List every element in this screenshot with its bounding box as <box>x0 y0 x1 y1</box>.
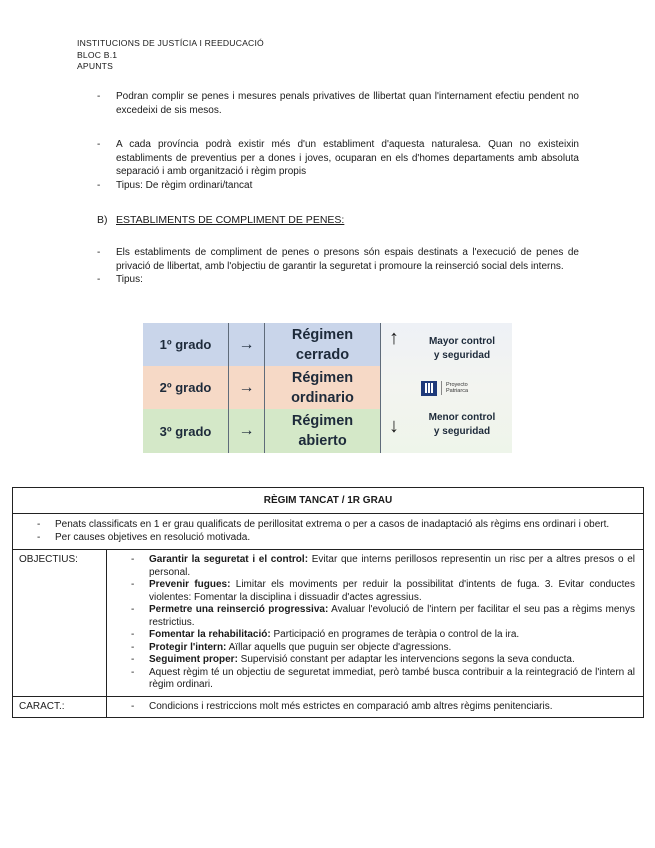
table-intro <box>13 514 643 550</box>
grado-label: 2º grado <box>143 366 229 409</box>
proyecto-patriarca-logo: Proyecto Patriarca <box>421 379 503 397</box>
infographic-row-1 <box>143 323 381 366</box>
grado-regimen-infographic <box>143 323 512 453</box>
header-line-1: INSTITUCIONS DE JUSTÍCIA I REEDUCACIÓ <box>77 38 264 48</box>
section-b-heading: B) ESTABLIMENTS DE COMPLIMENT DE PENES: <box>97 214 345 226</box>
grado-label: 1º grado <box>143 323 229 366</box>
objectius-list <box>107 550 643 696</box>
row-label: OBJECTIUS: <box>13 550 107 696</box>
list-item: - Per causes objetives en resolució motivada. <box>37 531 251 543</box>
regimen-label: Régimen ordinario <box>265 366 381 409</box>
list-item: - Protegir l'intern: Aïllar aquells que puguin ser objecte d'agressions. <box>131 641 452 653</box>
bullet-list-top-2 <box>97 138 579 192</box>
right-arrow-icon: → <box>229 323 265 366</box>
prison-bars-icon <box>421 381 437 396</box>
up-arrow-icon: ↑ <box>389 327 399 349</box>
list-item: - Penats classificats en 1 er grau qualificats de perillositat extrema o per a casos de inadaptació als règims ens ordinari i obert. <box>37 519 610 530</box>
infographic-row-2 <box>143 366 381 409</box>
regimen-label: Régimen cerrado <box>265 323 381 366</box>
document-header <box>77 38 264 73</box>
menor-control-label: Menor control y seguridad <box>428 412 496 437</box>
list-item: - Garantir la seguretat i el control: Evitar que interns perillosos representin un risc per a altres presos o el personal. <box>131 554 635 578</box>
mayor-control-label: Mayor control y seguridad <box>428 336 496 361</box>
down-arrow-icon: ↓ <box>389 415 399 437</box>
header-line-3: APUNTS <box>77 61 114 71</box>
grado-label: 3º grado <box>143 409 229 453</box>
table-row-caract <box>13 697 643 718</box>
list-item: - Podran complir se penes i mesures penals privatives de llibertat quan l'internament efectiu pendent no excedeixi de sis mesos. <box>97 91 579 116</box>
table-title: RÈGIM TANCAT / 1R GRAU <box>13 488 643 514</box>
list-item: - A cada província podrà existir més d'un establiment d'aquesta naturalesa. Quan no existeixin establiments de preventius per a dones i joves, ocuparan en els d'homes departaments amb absoluta separació i amb organització i règim propis <box>97 139 579 177</box>
bullet-list-section-b <box>97 246 579 287</box>
list-item: - Condicions i restriccions molt més estrictes en comparació amb altres règims penitenciaris. <box>131 700 553 712</box>
list-item: - Seguiment proper: Supervisió constant per adaptar les intervencions segons la seva conducta. <box>131 654 575 665</box>
row-label: CARACT.: <box>13 697 107 718</box>
list-item: - Prevenir fugues: Limitar els moviments per reduir la possibilitat d'intents de fuga. 3. Evitar conductes violentes: Fomentar la disciplina i dissuadir d'actes agressius. <box>131 579 635 603</box>
list-item: - Els establiments de compliment de penes o presons són espais destinats a l'execució de penes de privació de llibertat, amb l'objectiu de garantir la seguretat i promoure la reinserció social dels interns. <box>97 247 579 272</box>
header-line-2: BLOC B.1 <box>77 49 118 60</box>
list-item: - Tipus: <box>97 274 143 285</box>
infographic-row-3 <box>143 409 381 453</box>
list-item: - Fomentar la rehabilitació: Participació en programes de teràpia o control de la ira. <box>131 629 520 640</box>
control-scale <box>381 323 512 453</box>
list-item: - Tipus: De règim ordinari/tancat <box>97 179 253 191</box>
bullet-list-top-1 <box>97 90 579 117</box>
right-arrow-icon: → <box>229 409 265 453</box>
regim-tancat-table <box>12 487 644 718</box>
list-item: - Aquest règim té un objectiu de seguretat immediat, però també busca contribuir a la reintegració de l'intern al règim ordinari. <box>131 666 635 690</box>
caract-list <box>107 697 643 718</box>
table-row-objectius <box>13 550 643 697</box>
right-arrow-icon: → <box>229 366 265 409</box>
regimen-label: Régimen abierto <box>265 409 381 453</box>
list-item: - Permetre una reinserció progressiva: Avaluar l'evolució de l'intern per facilitar el seu pas a règims menys restrictius. <box>131 604 635 628</box>
